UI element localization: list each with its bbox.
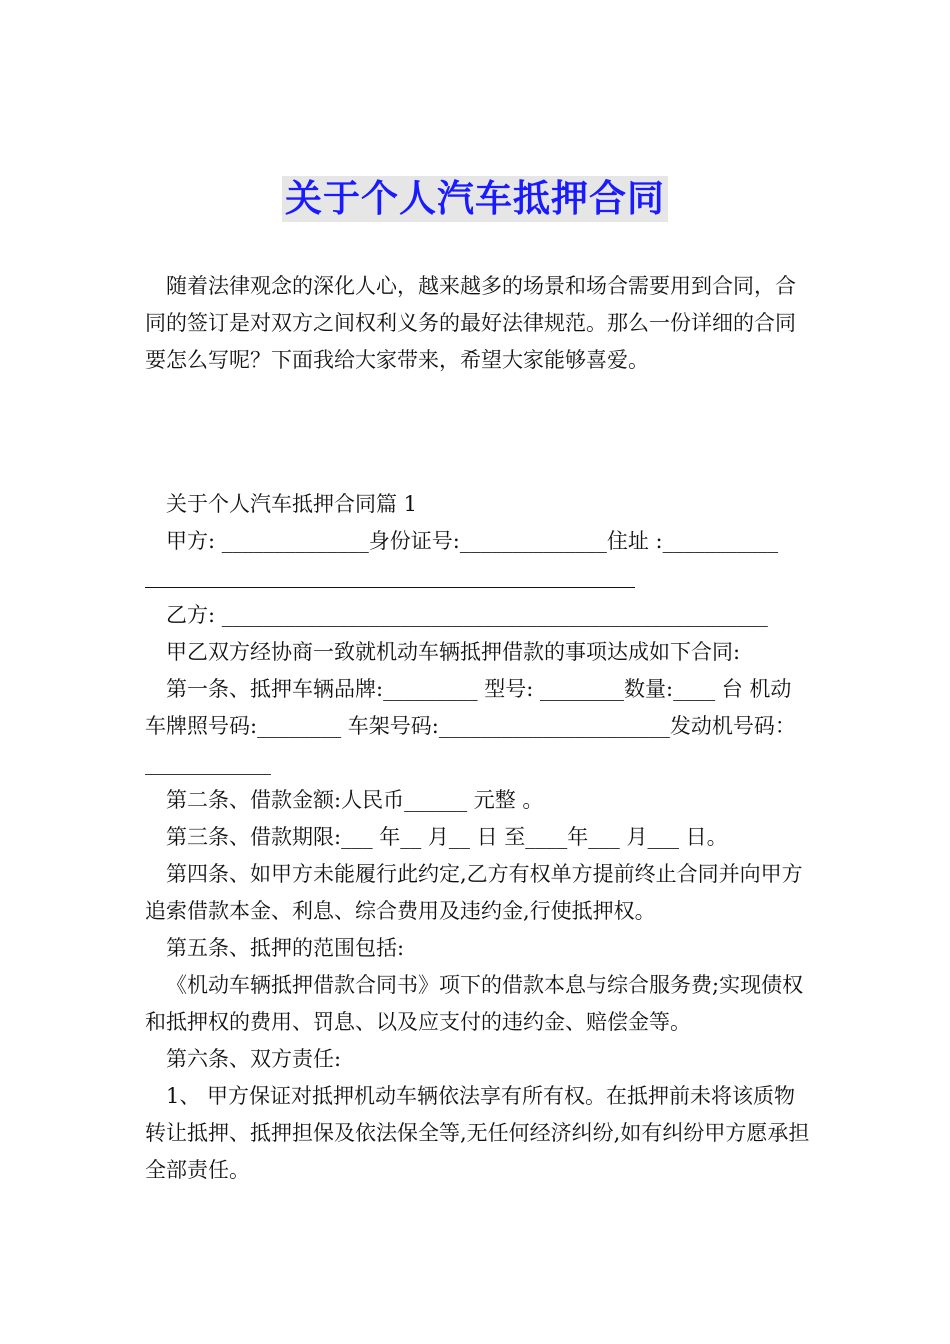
article-5-detail: 《机动车辆抵押借款合同书》项下的借款本息与综合服务费;实现债权和抵押权的费用、罚息、以及应支付的违约金、赔偿金等。 [145, 973, 804, 1034]
agreement-statement: 甲乙双方经协商一致就机动车辆抵押借款的事项达成如下合同: [166, 640, 741, 664]
article-2: 第二条、借款金额:人民币______ 元整 。 [166, 788, 544, 812]
title-container [0, 176, 950, 222]
article-4: 第四条、如甲方未能履行此约定,乙方有权单方提前终止合同并向甲方追索借款本金、利息、综合费用及违约金,行使抵押权。 [145, 862, 803, 923]
article-3: 第三条、借款期限:___ 年__ 月__ 日 至____年___ 月___ 日。 [166, 825, 728, 849]
party-b-line: 乙方: ____________________________________________________ [166, 603, 768, 627]
contract-heading: 关于个人汽车抵押合同篇 1 [166, 492, 418, 516]
article-6-item-1: 1、 甲方保证对抵押机动车辆依法享有所有权。在抵押前未将该质物转让抵押、抵押担保及依法保全等,无任何经济纠纷,如有纠纷甲方愿承担全部责任。 [145, 1084, 810, 1182]
document-title: 关于个人汽车抵押合同 [282, 176, 668, 222]
article-5: 第五条、抵押的范围包括: [166, 936, 405, 960]
article-6: 第六条、双方责任: [166, 1047, 342, 1071]
party-a-line: 甲方: ______________身份证号:______________住址 :___________ [166, 529, 779, 553]
contract-body [145, 486, 810, 1189]
article-1: 第一条、抵押车辆品牌:_________ 型号: ________数量:____ 台 机动车牌照号码:________ 车架号码:______________________发动机号码：____________ [145, 677, 796, 775]
party-a-address-blank [145, 560, 810, 597]
intro-paragraph: 随着法律观念的深化人心，越来越多的场景和场合需要用到合同，合同的签订是对双方之间权利义务的最好法律规范。那么一份详细的合同要怎么写呢？下面我给大家带来，希望大家能够喜爱。 [145, 274, 796, 372]
